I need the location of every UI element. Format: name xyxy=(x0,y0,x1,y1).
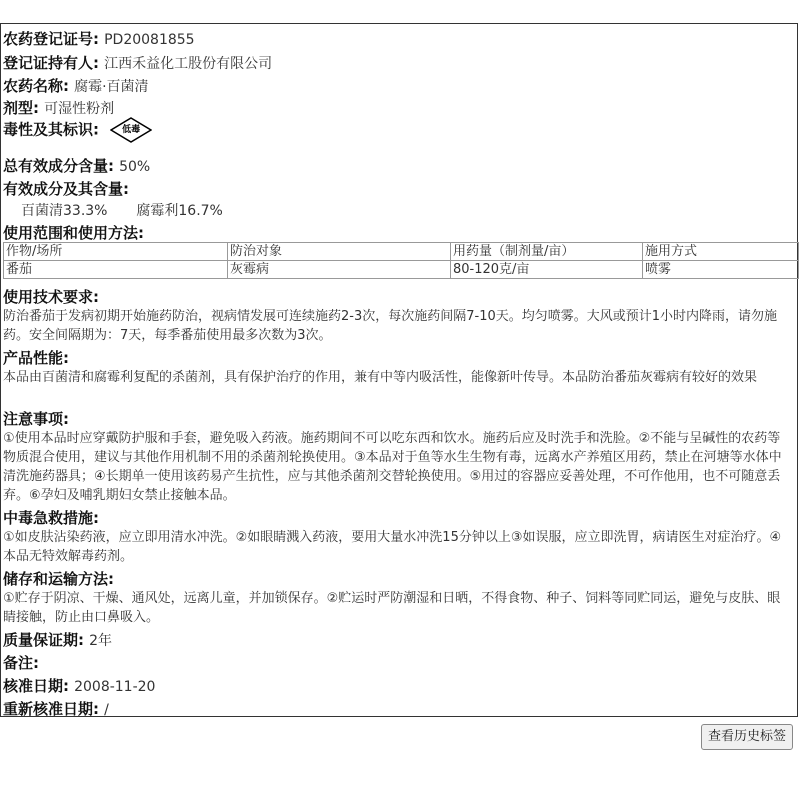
firstaid-text: ①如皮肤沾染药液，应立即用清水冲洗。②如眼睛溅入药液，要用大量水冲洗15分钟以上③如误服，应立即洗胃，病请医生对症治疗。④本品无特效解毒药剂。 xyxy=(3,530,782,564)
storage-label: 储存和运输方法: xyxy=(3,570,114,588)
firstaid-label: 中毒急救措施: xyxy=(3,509,99,527)
perf-label: 产品性能: xyxy=(3,349,69,367)
remark-row xyxy=(3,652,39,673)
reg-no-row xyxy=(3,28,195,49)
table-cell: 番茄 xyxy=(4,261,228,279)
total-label: 总有效成分含量: xyxy=(3,157,114,175)
table-header-cell: 施用方式 xyxy=(643,243,799,261)
tech-row xyxy=(3,286,99,307)
tech-text: 防治番茄于发病初期开始施药防治，视病情发展可连续施药2-3次，每次施药间隔7-10天。均匀喷雾。大风或预计1小时内降雨，请勿施药。安全间隔期为：7天，每季番茄使用最多次数为3次。 xyxy=(3,309,778,343)
firstaid-row xyxy=(3,507,99,528)
warranty-value: 2年 xyxy=(89,633,113,649)
table-header-cell: 作物/场所 xyxy=(4,243,228,261)
name-label: 农药名称: xyxy=(3,77,69,95)
total-value: 50% xyxy=(119,159,151,175)
table-header-cell: 用药量（制剂量/亩） xyxy=(451,243,643,261)
usage-table xyxy=(3,242,799,279)
toxicity-row xyxy=(3,117,152,143)
perf-text: 本品由百菌清和腐霉利复配的杀菌剂，具有保护治疗的作用，兼有中等内吸活性，能像新叶传导。本品防治番茄灰霉病有较好的效果 xyxy=(3,370,758,385)
table-header-row xyxy=(4,243,799,261)
approve-value: 2008-11-20 xyxy=(74,679,156,695)
holder-label: 登记证持有人: xyxy=(3,54,99,72)
holder-value: 江西禾益化工股份有限公司 xyxy=(104,56,273,72)
table-cell: 灰霉病 xyxy=(228,261,451,279)
holder-row xyxy=(3,52,272,73)
notes-text: ①使用本品时应穿戴防护服和手套，避免吸入药液。施药期间不可以吃东西和饮水。施药后应及时洗手和洗脸。②不能与呈碱性的农药等物质混合使用，建议与其他作用机制不用的杀菌剂轮换使用。③本品对于鱼等水生生物有毒，远离水产养殖区用药，禁止在河塘等水体中清洗施药器具；④长期单一使用该药易产生抗性，应与其他杀菌剂交替轮换使用。⑤用过的容器应妥善处理，不可作他用，也不可随意丢弃。⑥孕妇及哺乳期妇女禁止接触本品。 xyxy=(3,431,782,503)
toxicity-badge-text: 低毒 xyxy=(122,125,141,135)
notes-label: 注意事项: xyxy=(3,410,69,428)
ingredients-list xyxy=(21,200,223,220)
view-history-label-button[interactable]: 查看历史标签 xyxy=(701,724,793,750)
remark-label: 备注: xyxy=(3,654,39,672)
approve-label: 核准日期: xyxy=(3,677,69,695)
ingredient-item: 腐霉利16.7% xyxy=(136,203,223,219)
ingredients-label: 有效成分及其含量: xyxy=(3,180,129,198)
warranty-row xyxy=(3,629,112,650)
table-row xyxy=(4,261,799,279)
table-cell: 喷雾 xyxy=(643,261,799,279)
usage-row xyxy=(3,222,144,243)
ingredient-item: 百菌清33.3% xyxy=(21,203,108,219)
notes-row xyxy=(3,408,69,429)
label-detail-panel xyxy=(0,23,798,717)
name-row xyxy=(3,75,149,96)
total-row xyxy=(3,155,150,176)
perf-row xyxy=(3,347,69,368)
reapprove-label: 重新核准日期: xyxy=(3,700,99,718)
table-cell: 80-120克/亩 xyxy=(451,261,643,279)
reapprove-row xyxy=(3,698,109,719)
storage-text: ①贮存于阴凉、干燥、通风处，远离儿童，并加锁保存。②贮运时严防潮湿和日晒，不得食物、种子、饲料等同贮同运，避免与皮肤、眼睛接触，防止由口鼻吸入。 xyxy=(3,591,781,625)
name-value: 腐霉·百菌清 xyxy=(74,79,149,95)
diamond-toxicity-icon xyxy=(110,117,152,143)
reg-no-value: PD20081855 xyxy=(104,32,195,48)
tech-label: 使用技术要求: xyxy=(3,288,99,306)
usage-label: 使用范围和使用方法: xyxy=(3,224,144,242)
approve-row xyxy=(3,675,155,696)
toxicity-label: 毒性及其标识: xyxy=(3,120,99,139)
form-row xyxy=(3,97,114,118)
storage-row xyxy=(3,568,114,589)
warranty-label: 质量保证期: xyxy=(3,631,84,649)
reapprove-value: / xyxy=(104,702,109,718)
table-header-cell: 防治对象 xyxy=(228,243,451,261)
form-label: 剂型: xyxy=(3,99,39,117)
reg-no-label: 农药登记证号: xyxy=(3,30,99,48)
ingredients-row xyxy=(3,178,129,199)
form-value: 可湿性粉剂 xyxy=(44,101,115,117)
